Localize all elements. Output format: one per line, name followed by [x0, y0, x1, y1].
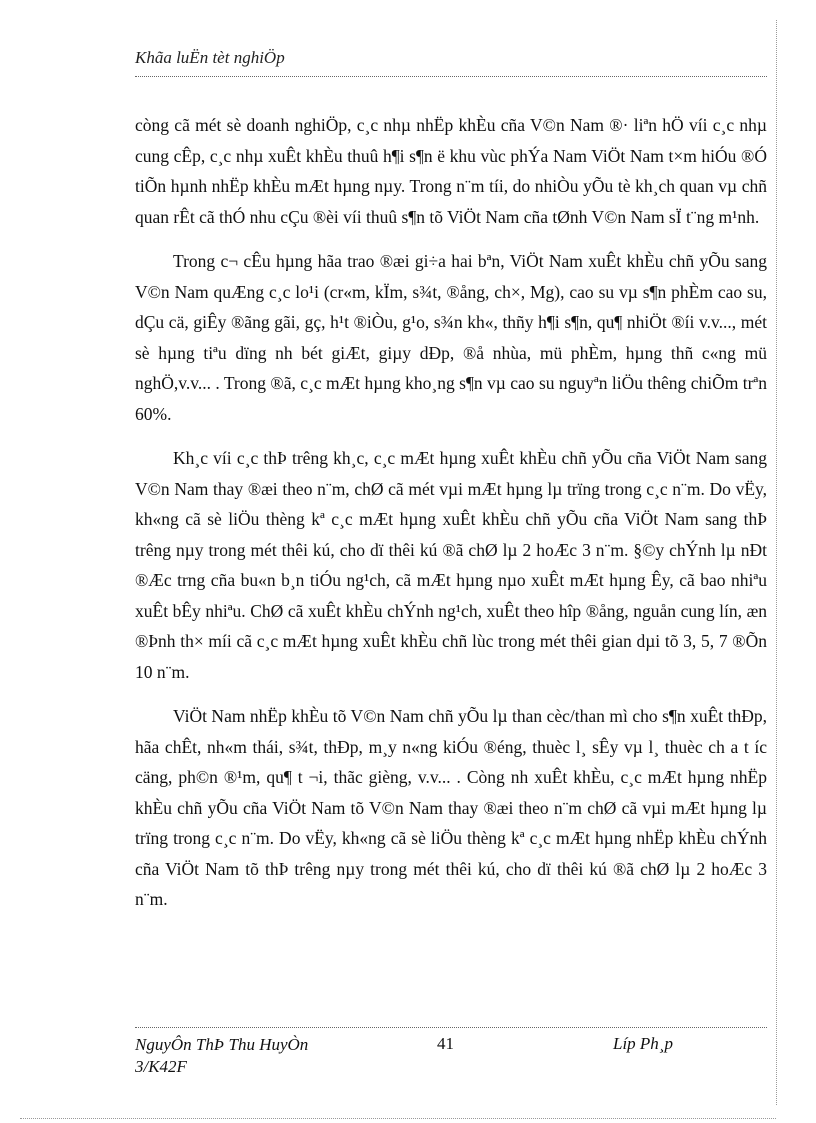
author-class-code: 3/K42F	[135, 1057, 187, 1076]
document-body	[135, 110, 767, 929]
paragraph-2: Trong c¬ cÊu hµng hãa trao ®æi gi÷a hai bªn, ViÖt Nam xuÊt khÈu chñ yÕu sang V©n Nam quÆng c¸c lo¹i (cr«m, kÏm, s¾t, ®ång, ch×, Mg), cao su vµ s¶n phÈm cao su, dÇu cä, giÊy ®ãng gãi, gç, h¹t ®iÒu, g¹o, s¾n kh«, thñy h¶i s¶n, qu¶ nhiÖt ®íi v.v..., mét sè hµng tiªu dïng nh bét giÆt, giµy dÐp, ®å nhùa, mü phÈm, hµng thñ c«ng mü nghÖ,v.v... . Trong ®ã, c¸c mÆt hµng kho¸ng s¶n vµ cao su nguyªn liÖu thêng chiÕm trªn 60%.	[135, 251, 767, 424]
page-number: 41	[437, 1034, 454, 1053]
footer-divider	[135, 1027, 767, 1028]
author-name: NguyÔn ThÞ Thu HuyÒn	[135, 1035, 309, 1054]
footer-class-name: Líp Ph¸p	[613, 1034, 673, 1053]
page-margin-guide-right	[776, 20, 777, 1105]
paragraph-3: Kh¸c víi c¸c thÞ trêng kh¸c, c¸c mÆt hµng xuÊt khÈu chñ yÕu cña ViÖt Nam sang V©n Nam thay ®æi theo n¨m, chØ cã mét vµi mÆt hµng lµ trïng trong c¸c n¨m. Do vËy, kh«ng cã sè liÖu thèng kª c¸c mÆt hµng xuÊt khÈu chñ yÕu cña ViÖt Nam sang thÞ trêng nµy trong mét thêi kú, cho dï thêi kú ®ã chØ lµ 2 hoÆc 3 n¨m. §©y chÝnh lµ nÐt ®Æc trng cña bu«n b¸n tiÓu ng¹ch, cã mÆt hµng nµo xuÊt mÆt hµng Êy, cã bao nhiªu xuÊt bÊy nhiªu. ChØ cã xuÊt khÈu chÝnh ng¹ch, xuÊt theo hîp ®ång, nguån cung lín, æn ®Þnh th× míi cã c¸c mÆt hµng xuÊt khÈu chñ lùc trong mét thêi gian dµi tõ 3, 5, 7 ®Õn 10 n¨m.	[135, 448, 767, 682]
footer-author	[135, 1034, 308, 1078]
page-margin-guide-bottom	[20, 1118, 776, 1119]
header-divider	[135, 76, 767, 77]
paragraph-4: ViÖt Nam nhËp khÈu tõ V©n Nam chñ yÕu lµ than cèc/than mì cho s¶n xuÊt thÐp, hãa chÊt, nh«m thái, s¾t, thÐp, m¸y n«ng kiÓu ®éng, thuèc l¸ sÊy vµ l¸ thuèc ch a t íc cäng, ph©n ®¹m, qu¶ t ¬i, thãc gièng, v.v... . Còng nh xuÊt khÈu, c¸c mÆt hµng nhËp khÈu chñ yÕu cña ViÖt Nam tõ V©n Nam thay ®æi theo n¨m chØ cã vµi mÆt hµng lµ trïng trong c¸c n¨m. Do vËy, kh«ng cã sè liÖu thèng kª c¸c mÆt hµng nhËp khÈu chÝnh cña ViÖt Nam tõ thÞ trêng nµy trong mét thêi kú, cho dï thêi kú ®ã chØ lµ 2 hoÆc 3 n¨m.	[135, 706, 767, 909]
running-header: Khãa luËn tèt nghiÖp	[135, 48, 285, 67]
paragraph-1: còng cã mét sè doanh nghiÖp, c¸c nhµ nhËp khÈu cña V©n Nam ®· liªn hÖ víi c¸c nhµ cung cÊp, c¸c nhµ xuÊt khÈu thuû h¶i s¶n ë khu vùc phÝa Nam ViÖt Nam t×m hiÓu ®Ó tiÕn hµnh nhËp khÈu mÆt hµng nµy. Trong n¨m tíi, do nhiÒu yÕu tè kh¸ch quan vµ chñ quan rÊt cã thÓ nhu cÇu ®èi víi thuû s¶n tõ ViÖt Nam cña tØnh V©n Nam sÏ t¨ng m¹nh.	[135, 115, 767, 227]
